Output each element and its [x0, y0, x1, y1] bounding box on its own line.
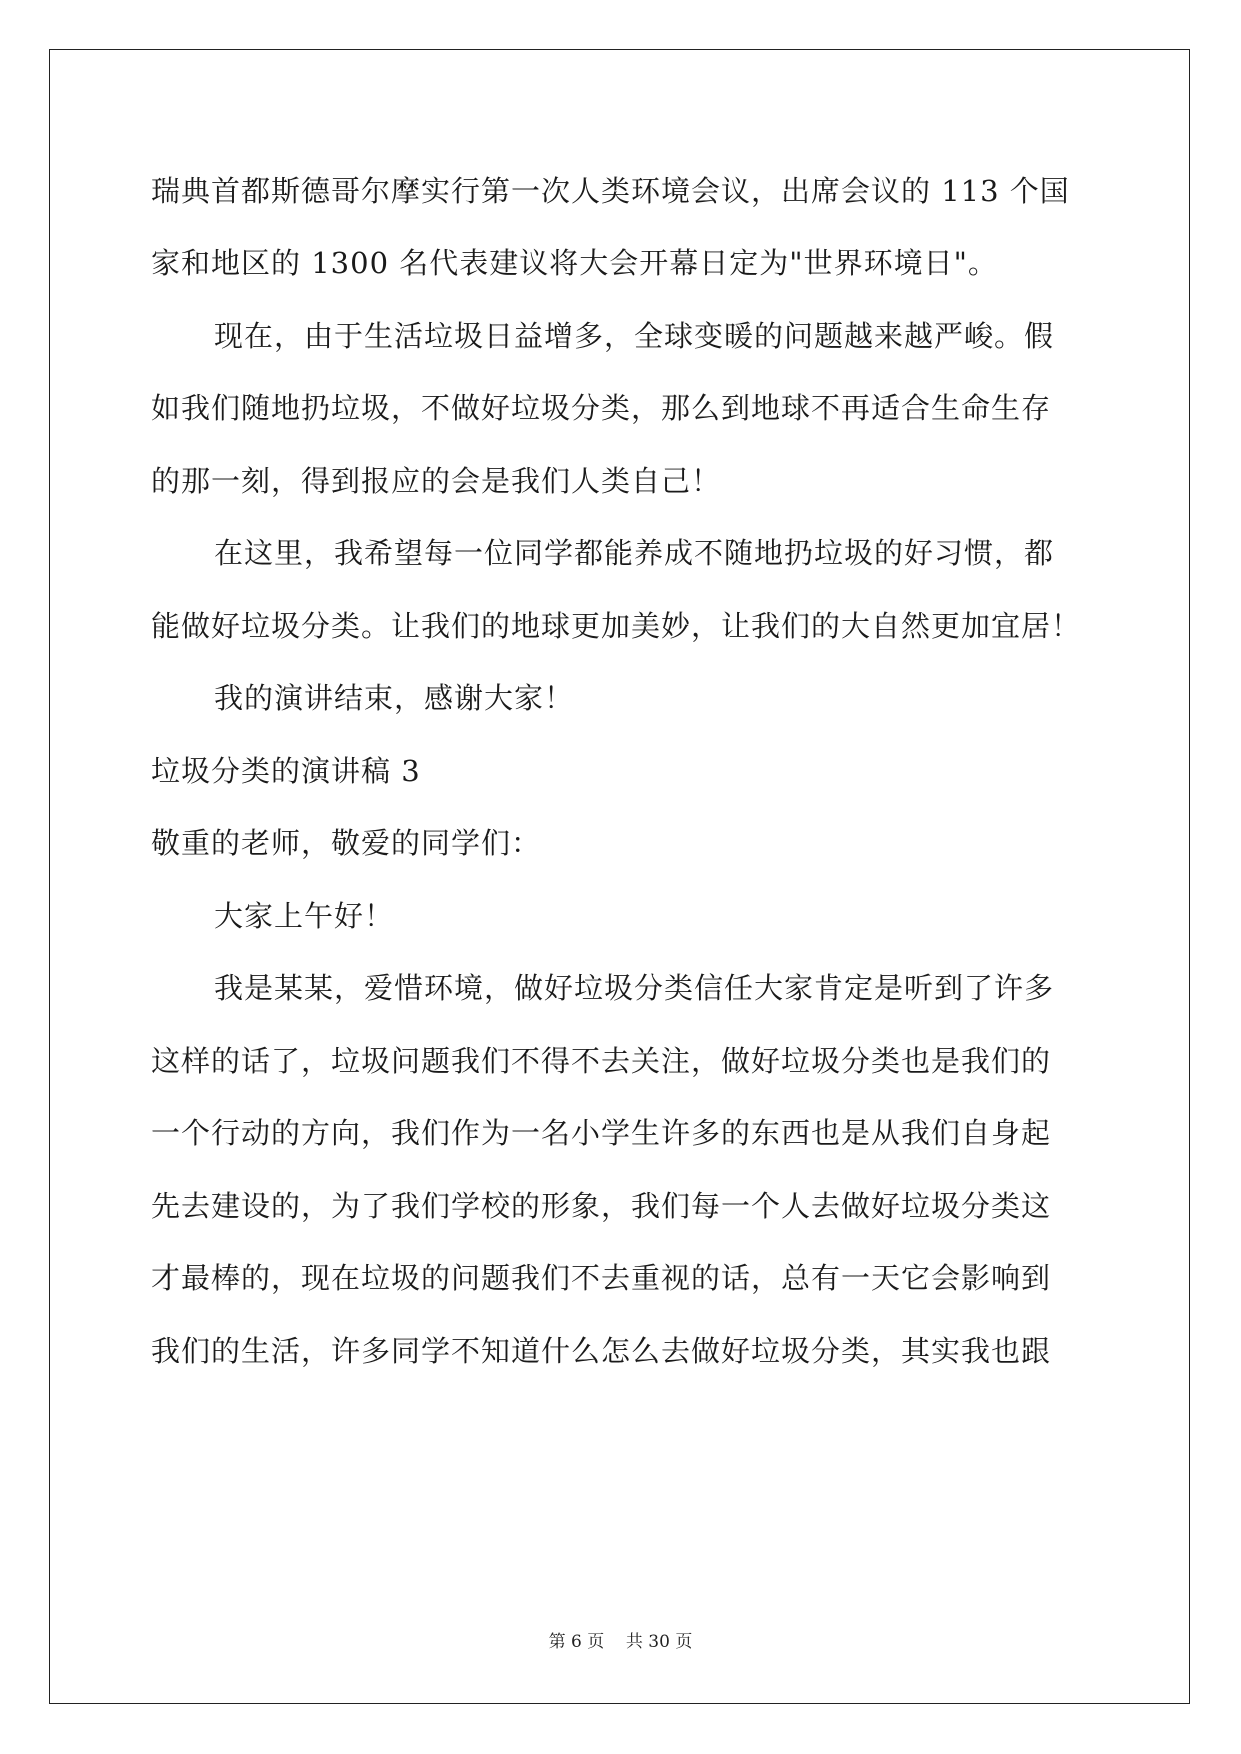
- paragraph-first-line: 在这里，我希望每一位同学都能养成不随地扔垃圾的好习惯，都: [214, 536, 1055, 570]
- body-text-line: 如我们随地扔垃圾，不做好垃圾分类，那么到地球不再适合生命生存: [151, 391, 1052, 425]
- body-text-line: 这样的话了，垃圾问题我们不得不去关注，做好垃圾分类也是我们的: [151, 1044, 1052, 1078]
- salutation: 敬重的老师，敬爱的同学们：: [151, 826, 542, 860]
- body-text-line: 瑞典首都斯德哥尔摩实行第一次人类环境会议，出席会议的 113 个国: [151, 174, 1070, 208]
- body-text-line: 我们的生活，许多同学不知道什么怎么去做好垃圾分类，其实我也跟: [151, 1334, 1052, 1368]
- section-heading: 垃圾分类的演讲稿 3: [151, 754, 421, 788]
- body-text-line: 能做好垃圾分类。让我们的地球更加美妙，让我们的大自然更加宜居！: [151, 609, 1082, 643]
- paragraph-first-line: 现在，由于生活垃圾日益增多，全球变暖的问题越来越严峻。假: [214, 319, 1055, 353]
- body-text-line: 的那一刻，得到报应的会是我们人类自己！: [151, 464, 722, 498]
- page-number-footer: 第 6 页 共 30 页: [548, 1632, 693, 1652]
- paragraph-first-line: 我的演讲结束，感谢大家！: [214, 681, 575, 715]
- paragraph-first-line: 我是某某，爱惜环境，做好垃圾分类信任大家肯定是听到了许多: [214, 971, 1055, 1005]
- page-border: [49, 49, 1190, 1704]
- body-text-line: 先去建设的，为了我们学校的形象，我们每一个人去做好垃圾分类这: [151, 1189, 1052, 1223]
- body-text-line: 家和地区的 1300 名代表建议将大会开幕日定为"世界环境日"。: [151, 246, 998, 280]
- body-text-line: 才最棒的，现在垃圾的问题我们不去重视的话，总有一天它会影响到: [151, 1261, 1052, 1295]
- greeting: 大家上午好！: [214, 899, 395, 933]
- body-text-line: 一个行动的方向，我们作为一名小学生许多的东西也是从我们自身起: [151, 1116, 1052, 1150]
